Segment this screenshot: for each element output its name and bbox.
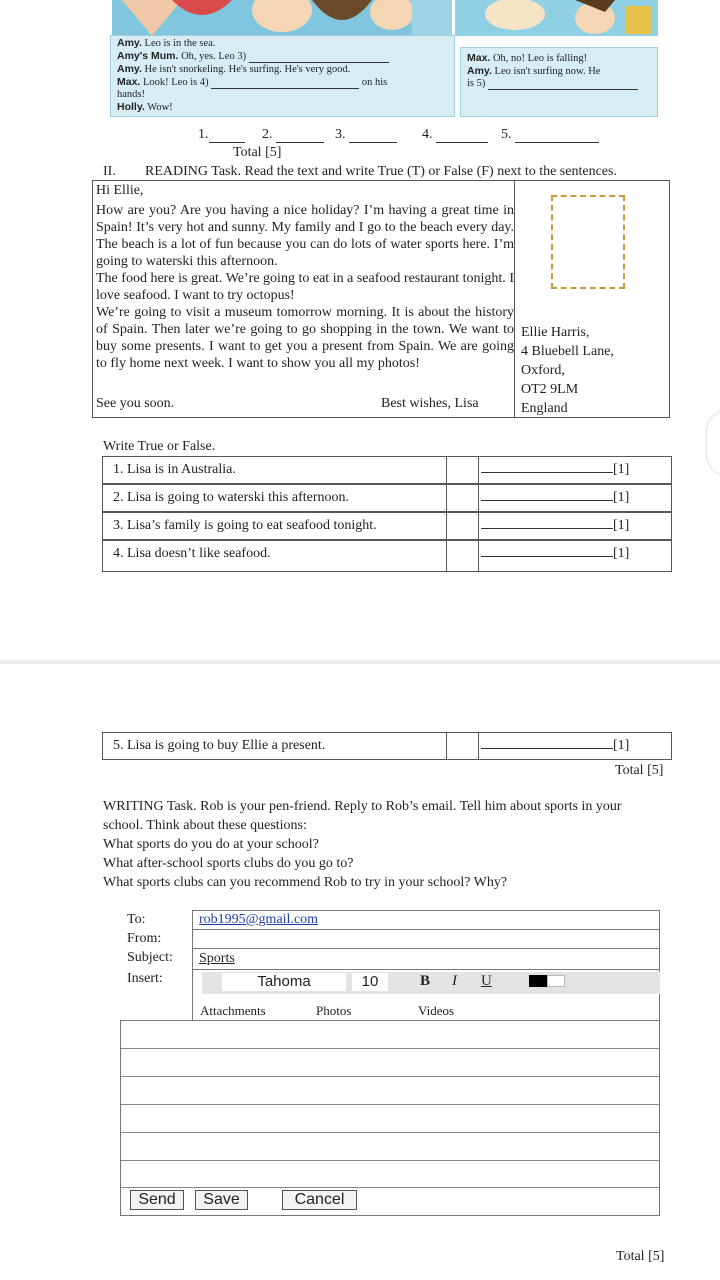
tf-answer-field[interactable] bbox=[481, 556, 613, 557]
comic-line: is 5) bbox=[461, 78, 657, 90]
address-line: England bbox=[521, 401, 568, 416]
font-name-select[interactable]: Tahoma bbox=[222, 973, 346, 991]
highlight-color-icon[interactable] bbox=[547, 975, 565, 987]
answer-blank-5[interactable]: 5. bbox=[501, 127, 599, 143]
letter-paragraph: How are you? Are you having a nice holiday? I’m having a great time in Spain! It’s very hot and sunny. My family and I go to the beach every day. The beach is a lot of fun because you can do lots of water sports here. I’m going to waterski this afternoon. bbox=[96, 203, 514, 269]
address-line: Ellie Harris, bbox=[521, 325, 590, 340]
tf-answer-field[interactable] bbox=[481, 500, 613, 501]
italic-button[interactable]: I bbox=[452, 973, 457, 989]
tf-answer-field[interactable] bbox=[481, 528, 613, 529]
tf-statement: 3. Lisa’s family is going to eat seafood tonight. bbox=[113, 518, 377, 533]
tf-statement: 5. Lisa is going to buy Ellie a present. bbox=[113, 738, 326, 753]
send-button[interactable]: Send bbox=[130, 1190, 184, 1210]
address-line: OT2 9LM bbox=[521, 382, 579, 397]
email-insert-label: Insert: bbox=[127, 971, 163, 986]
letter-greeting: Hi Ellie, bbox=[96, 183, 144, 198]
postcard-address bbox=[521, 323, 614, 418]
underline-button[interactable]: U bbox=[481, 973, 492, 989]
comic-panel-left bbox=[112, 0, 452, 36]
tf-statement: 2. Lisa is going to waterski this afternoon. bbox=[113, 490, 350, 505]
comic-line: Amy. Leo is in the sea. bbox=[117, 37, 216, 49]
writing-question: What sports do you do at your school? bbox=[103, 837, 319, 852]
comic-total: Total [5] bbox=[233, 145, 282, 160]
tf-statement: 1. Lisa is in Australia. bbox=[113, 462, 236, 477]
cancel-button[interactable]: Cancel bbox=[282, 1190, 357, 1210]
letter-signoff: Best wishes, Lisa bbox=[381, 396, 479, 411]
letter-divider bbox=[514, 180, 515, 418]
tf-answer-field[interactable] bbox=[481, 472, 613, 473]
tf-mark: [1] bbox=[613, 518, 630, 533]
videos-link[interactable]: Videos bbox=[418, 1003, 455, 1018]
reading-instruction bbox=[145, 164, 617, 180]
true-false-total: Total [5] bbox=[615, 763, 664, 778]
writing-question: What after-school sports clubs do you go to? bbox=[103, 856, 354, 871]
comic-line: Amy. He isn't snorkeling. He's surfing. He's very good. bbox=[117, 63, 351, 75]
writing-total: Total [5] bbox=[616, 1249, 665, 1264]
reading-instruction-text: Read the text and write True (T) or False (F) next to the sentences. bbox=[244, 164, 617, 179]
bold-button[interactable]: B bbox=[420, 973, 431, 989]
scroll-handle[interactable] bbox=[706, 410, 720, 476]
tf-row bbox=[102, 484, 672, 512]
comic-line: hands! bbox=[117, 89, 145, 100]
writing-line-1 bbox=[103, 797, 673, 816]
save-button[interactable]: Save bbox=[195, 1190, 248, 1210]
format-toolbar bbox=[202, 972, 660, 994]
email-body[interactable] bbox=[120, 1020, 660, 1216]
email-to-field[interactable] bbox=[192, 910, 660, 930]
letter-paragraph: The food here is great. We’re going to eat in a seafood restaurant tonight. I love seafood. I want to try octopus! bbox=[96, 271, 514, 303]
tf-row bbox=[102, 732, 672, 760]
letter-closing: See you soon. bbox=[96, 396, 175, 411]
comic-dialog-right bbox=[460, 47, 658, 117]
tf-mark: [1] bbox=[613, 490, 630, 505]
true-false-title: Write True or False. bbox=[103, 439, 216, 454]
writing-prompt: school. Think about these questions: bbox=[103, 818, 307, 833]
stamp-icon bbox=[551, 195, 625, 289]
email-subject-label: Subject: bbox=[127, 950, 173, 965]
photos-link[interactable]: Photos bbox=[316, 1003, 352, 1018]
email-from-field[interactable] bbox=[192, 929, 660, 949]
text-color-icon[interactable] bbox=[529, 975, 547, 987]
tf-answer-field[interactable] bbox=[481, 748, 613, 749]
comic-illustration-right bbox=[455, 0, 658, 36]
tf-statement: 4. Lisa doesn’t like seafood. bbox=[113, 546, 271, 561]
reading-heading: READING Task. bbox=[145, 164, 241, 179]
comic-line: Max. Look! Leo is 4) on his bbox=[117, 76, 388, 88]
answer-blank-2[interactable]: 2. bbox=[262, 127, 324, 143]
email-to-value[interactable]: rob1995@gmail.com bbox=[199, 912, 319, 927]
tf-mark: [1] bbox=[613, 546, 630, 561]
email-from-label: From: bbox=[127, 931, 162, 946]
comic-dialog-left bbox=[110, 35, 455, 117]
writing-task bbox=[103, 797, 673, 892]
writing-heading: WRITING Task. bbox=[103, 799, 197, 814]
letter-body bbox=[96, 182, 514, 372]
address-line: 4 Bluebell Lane, bbox=[521, 344, 614, 359]
page-divider bbox=[0, 660, 720, 664]
answer-blank-1[interactable]: 1. bbox=[198, 127, 245, 143]
tf-row bbox=[102, 512, 672, 540]
writing-question: What sports clubs can you recommend Rob to try in your school? Why? bbox=[103, 875, 508, 890]
letter-paragraph: We’re going to visit a museum tomorrow morning. It is about the history of Spain. Then later we’re going to go shopping in the town. We want to buy some presents. I want to get you a present from Spain. We are going to fly home next week. I want to show you all my photos! bbox=[96, 305, 514, 371]
email-subject-value[interactable]: Sports bbox=[199, 951, 235, 966]
comic-line: Amy's Mum. Oh, yes. Leo 3) bbox=[111, 50, 454, 63]
tf-mark: [1] bbox=[613, 738, 630, 753]
email-subject-field[interactable] bbox=[192, 948, 660, 970]
tf-mark: [1] bbox=[613, 462, 630, 477]
email-to-label: To: bbox=[127, 912, 146, 927]
attachments-link[interactable]: Attachments bbox=[200, 1003, 266, 1018]
tf-row bbox=[102, 540, 672, 572]
comic-line: Max. Oh, no! Leo is falling! bbox=[467, 52, 588, 64]
address-line: Oxford, bbox=[521, 363, 565, 378]
font-size-select[interactable]: 10 bbox=[352, 973, 388, 991]
reading-number: II. bbox=[103, 164, 116, 179]
writing-prompt: Rob is your pen-friend. Reply to Rob’s email. Tell him about sports in your bbox=[200, 799, 622, 814]
comic-line: Amy. Leo isn't surfing now. He bbox=[467, 65, 601, 77]
comic-illustration-left bbox=[112, 0, 452, 36]
tf-row bbox=[102, 456, 672, 484]
comic-panel-right bbox=[455, 0, 658, 36]
answer-blank-3[interactable]: 3. bbox=[335, 127, 397, 143]
comic-line: Holly. Wow! bbox=[117, 101, 173, 113]
answer-blank-4[interactable]: 4. bbox=[422, 127, 488, 143]
